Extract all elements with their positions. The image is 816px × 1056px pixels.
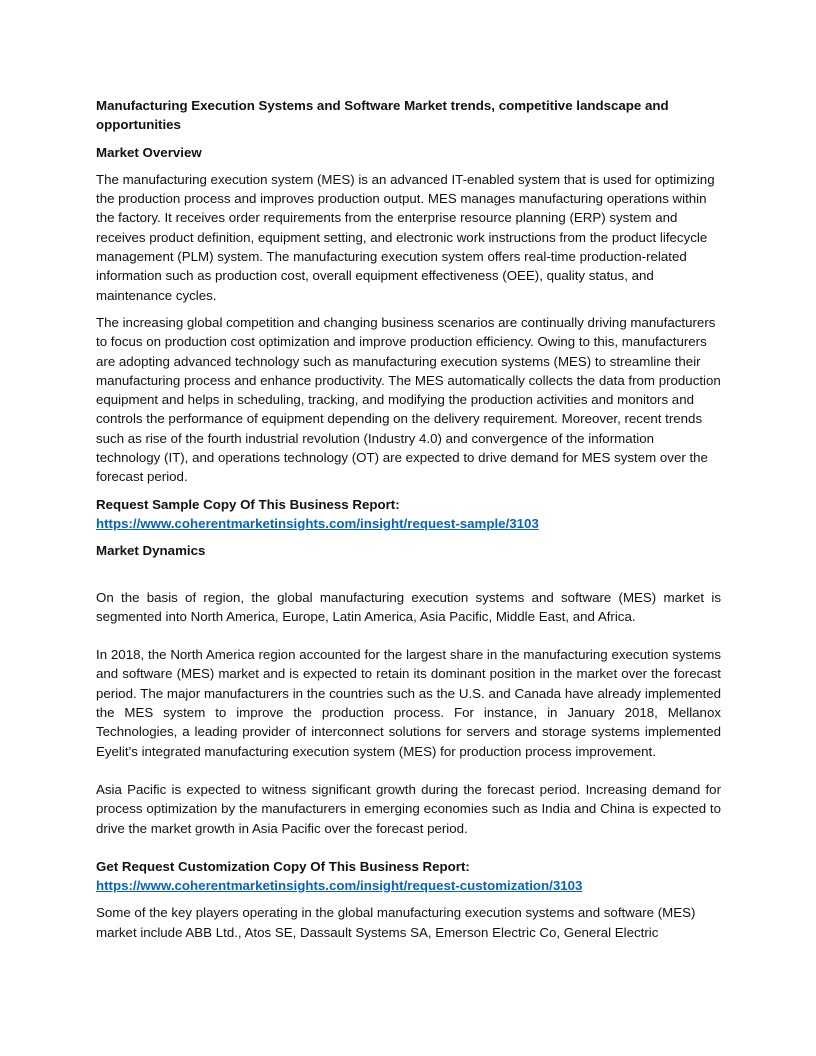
customization-request-link[interactable]: https://www.coherentmarketinsights.com/insight/request-customization/3103 <box>96 878 583 894</box>
sample-request-label: Request Sample Copy Of This Business Report: <box>96 496 400 512</box>
spacer <box>96 569 721 588</box>
spacer <box>96 838 721 857</box>
overview-paragraph-1: The manufacturing execution system (MES) is an advanced IT-enabled system that is used for optimizing the production process and improves production output. MES manages manufacturing operations within the factory. It receives order requirements from the enterprise resource planning (ERP) system and receives product definition, equipment setting, and electronic work instructions from the product lifecycle management (PLM) system. The manufacturing execution system offers real-time production-related information such as production cost, overall equipment effectiveness (OEE), quality status, and maintenance cycles. <box>96 171 715 303</box>
key-players-paragraph: Some of the key players operating in the global manufacturing execution systems and software (MES) market include ABB Ltd., Atos SE, Dassault Systems SA, Emerson Electric Co, General Electric <box>96 905 696 940</box>
dynamics-paragraph-3: Asia Pacific is expected to witness significant growth during the forecast period. Increasing demand for process optimization by the manufacturers in emerging economies such as India and China is expected to drive the market growth in Asia Pacific over the forecast period. <box>96 781 721 836</box>
spacer <box>96 761 721 780</box>
spacer <box>96 626 721 645</box>
document-page <box>96 96 721 950</box>
dynamics-paragraph-2: In 2018, the North America region accounted for the largest share in the manufacturing execution systems and software (MES) market and is expected to retain its dominant position in the market over the forecast period. The major manufacturers in the countries such as the U.S. and Canada have already implemented the MES system to improve the production process. For instance, in January 2018, Mellanox Technologies, a leading provider of interconnect solutions for servers and storage systems implemented Eyelit’s integrated manufacturing execution system (MES) for production process improvement. <box>96 647 721 759</box>
customization-request-label: Get Request Customization Copy Of This Business Report: <box>96 858 470 874</box>
sample-request-link[interactable]: https://www.coherentmarketinsights.com/insight/request-sample/3103 <box>96 515 539 531</box>
sample-request-block <box>96 495 721 534</box>
overview-paragraph-2: The increasing global competition and changing business scenarios are continually driving manufacturers to focus on production cost optimization and improve production efficiency. Owing to this, manufacturers are adopting advanced technology such as manufacturing execution systems (MES) to streamline their manufacturing process and enhance productivity. The MES automatically collects the data from production equipment and helps in scheduling, tracking, and modifying the production activities and monitors and controls the performance of equipment depending on the delivery requirement. Moreover, recent trends such as rise of the fourth industrial revolution (Industry 4.0) and convergence of the information technology (IT), and operations technology (OT) are expected to drive demand for MES system over the forecast period. <box>96 314 721 485</box>
market-dynamics-heading: Market Dynamics <box>96 543 206 559</box>
customization-request-block <box>96 857 721 896</box>
market-overview-heading: Market Overview <box>96 144 202 160</box>
document-title: Manufacturing Execution Systems and Software Market trends, competitive landscape and opportunities <box>96 98 669 133</box>
dynamics-paragraph-1: On the basis of region, the global manufacturing execution systems and software (MES) market is segmented into North America, Europe, Latin America, Asia Pacific, Middle East, and Africa. <box>96 589 721 624</box>
